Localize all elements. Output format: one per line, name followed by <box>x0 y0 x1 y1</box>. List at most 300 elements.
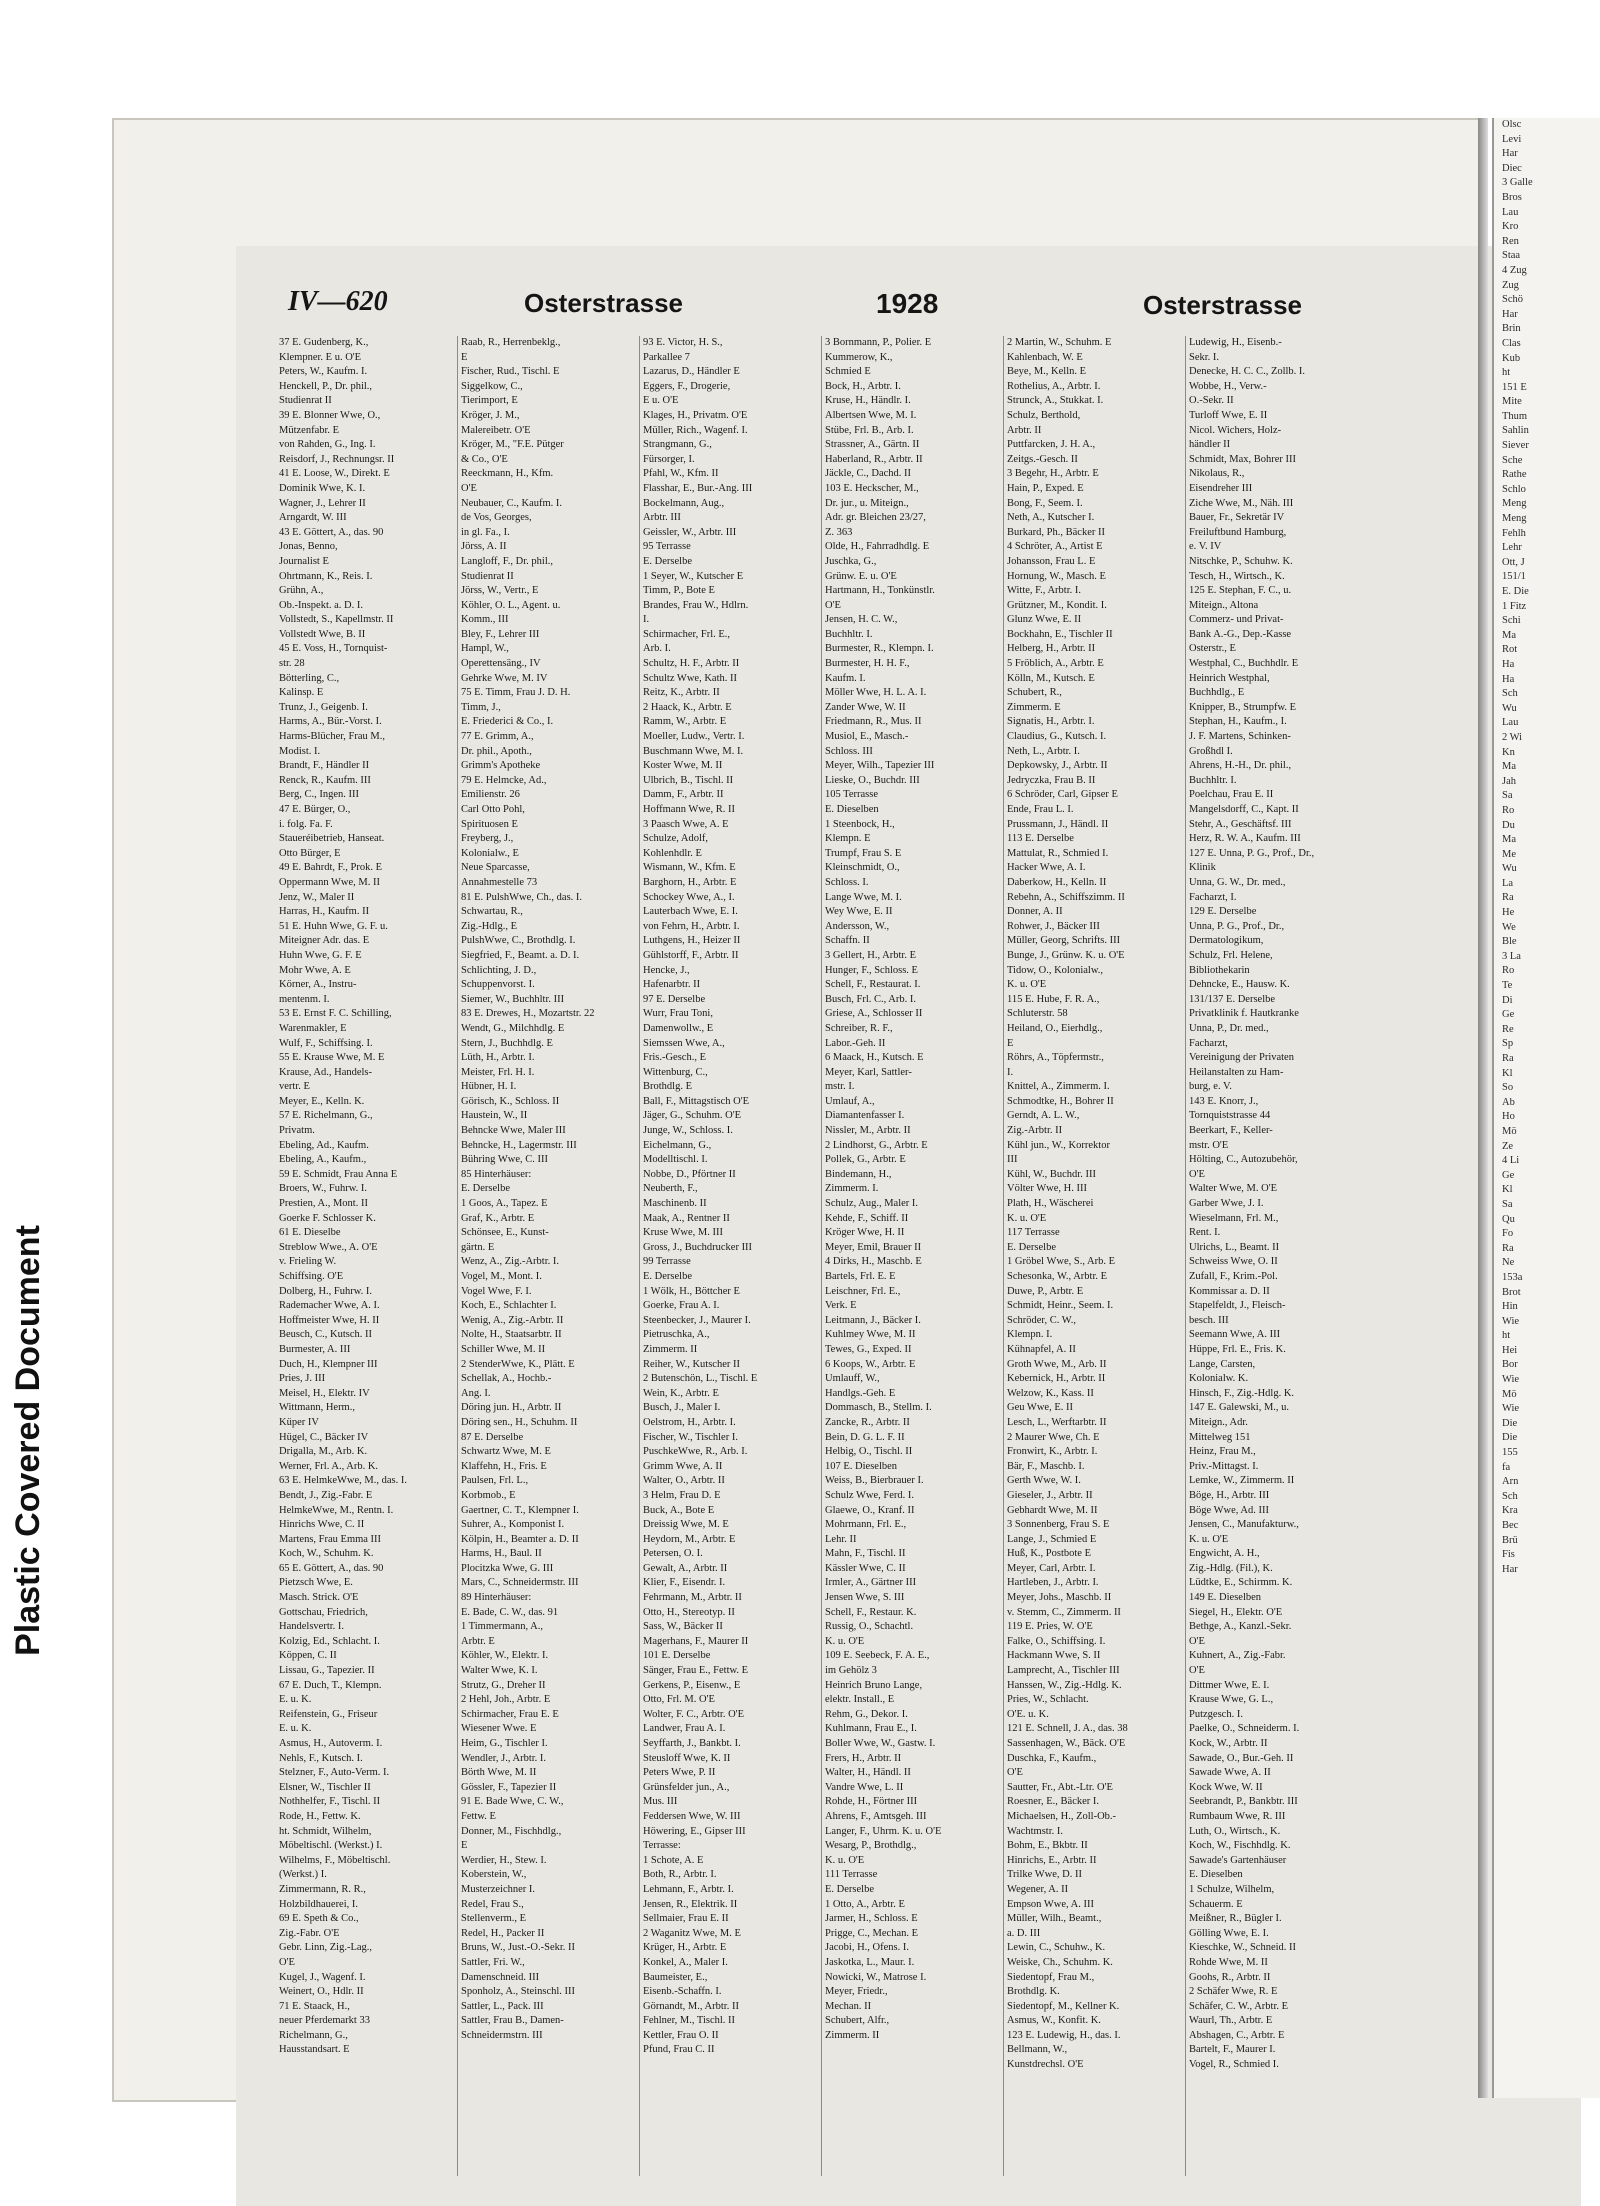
directory-entry: Schesonka, W., Arbtr. E <box>1007 1271 1108 1282</box>
directory-entry: Bötterling, C., <box>279 672 340 684</box>
adjacent-page-fragment: Ha <box>1502 658 1515 670</box>
directory-entry: Seemann Wwe, A. III <box>1189 1329 1281 1341</box>
directory-entry: Kunstdrechsl. O'E <box>1007 2059 1084 2071</box>
adjacent-page-fragment: Brot <box>1502 1286 1521 1298</box>
directory-entry: Hencke, J., <box>643 964 690 976</box>
directory-entry: 1 Schote, A. E <box>643 1854 704 1866</box>
directory-entry: Lamprecht, A., Tischler III <box>1007 1665 1120 1677</box>
directory-entry: Seebrandt, P., Bankbtr. III <box>1189 1796 1298 1808</box>
directory-entry: Fischer, W., Tischler I. <box>643 1431 738 1443</box>
directory-entry: Lüdtke, E., Schirmm. K. <box>1189 1577 1293 1589</box>
directory-entry: Meyer, Karl, Sattler- <box>825 1066 912 1078</box>
directory-entry: Klempn. I. <box>1007 1329 1053 1341</box>
directory-entry: Hunger, F., Schloss. E <box>825 964 918 976</box>
directory-entry: Kröger, M., "F.E. Pütger <box>461 439 564 451</box>
adjacent-page-fragment: Kl <box>1502 1184 1513 1196</box>
directory-entry: Dermatologikum, <box>1189 935 1264 947</box>
directory-entry: Magerhans, F., Maurer II <box>643 1635 749 1647</box>
directory-entry: 97 E. Derselbe <box>643 993 706 1005</box>
directory-entry: Nissler, M., Arbtr. II <box>825 1125 911 1137</box>
directory-entry: Sellmaier, Frau E. II <box>643 1913 729 1925</box>
year-heading: 1928 <box>876 288 939 319</box>
directory-entry: Goohs, R., Arbtr. II <box>1189 1971 1271 1983</box>
directory-entry: Beye, M., Kelln. E <box>1007 366 1087 378</box>
adjacent-page-fragment: Sp <box>1502 1038 1514 1050</box>
adjacent-page-fragment: So <box>1502 1082 1514 1094</box>
adjacent-page-fragment: fa <box>1502 1461 1511 1473</box>
directory-entry: 99 Terrasse <box>643 1256 691 1268</box>
directory-entry: Heinrich Westphal, <box>1189 672 1270 684</box>
adjacent-page-fragment: Wu <box>1502 702 1517 714</box>
directory-entry: Schluterstr. 58 <box>1007 1008 1068 1020</box>
directory-entry: Bong, F., Seem. I. <box>1007 497 1083 509</box>
directory-entry: 61 E. Dieselbe <box>279 1227 341 1239</box>
directory-entry: Burmester, R., Klempn. I. <box>825 643 934 655</box>
directory-entry: Stellenverm., E <box>461 1913 527 1925</box>
directory-entry: Plath, H., Wäscherei <box>1007 1198 1094 1210</box>
directory-entry: Johansson, Frau L. E <box>1007 555 1096 567</box>
directory-entry: Schneidermstrn. III <box>461 2029 543 2041</box>
directory-entry: Siegfried, F., Beamt. a. D. I. <box>461 949 580 961</box>
directory-entry: Facharzt, <box>1189 1037 1228 1049</box>
directory-entry: Walter Wwe, K. I. <box>461 1665 538 1677</box>
directory-entry: I. <box>643 614 650 626</box>
directory-entry: Both, R., Arbtr. I. <box>643 1869 717 1881</box>
directory-entry: Lange, Carsten, <box>1189 1358 1256 1370</box>
directory-entry: Depkowsky, J., Arbtr. II <box>1007 760 1108 772</box>
directory-entry: Hampl, W., <box>461 643 509 655</box>
directory-entry: Trunz, J., Geigenb. I. <box>279 701 368 713</box>
adjacent-page-fragment: Sch <box>1502 1490 1518 1502</box>
directory-entry: Schell, F., Restaur. K. <box>825 1606 917 1618</box>
directory-entry: Tornquiststrasse 44 <box>1189 1110 1271 1122</box>
directory-entry: Duwe, P., Arbtr. E <box>1007 1285 1084 1297</box>
directory-entry: 85 Hinterhäuser: <box>461 1168 532 1180</box>
directory-entry: Werner, Frl. A., Arb. K. <box>279 1460 379 1472</box>
directory-entry: Schultz Wwe, Kath. II <box>643 672 737 684</box>
directory-entry: Gieseler, J., Arbtr. II <box>1007 1489 1093 1501</box>
directory-entry: Arbtr. II <box>1007 424 1042 436</box>
directory-entry: Fris.-Gesch., E <box>643 1052 706 1064</box>
adjacent-page-fragment: He <box>1502 907 1515 919</box>
directory-entry: Pfahl, W., Kfm. II <box>643 468 719 480</box>
adjacent-page-fragment: E. Die <box>1502 586 1529 597</box>
directory-entry: mstr. I. <box>825 1081 855 1093</box>
directory-entry: Eichelmann, G., <box>643 1139 712 1151</box>
directory-entry: Unna, G. W., Dr. med., <box>1189 876 1286 888</box>
directory-entry: Wenig, A., Zig.-Arbtr. II <box>461 1314 564 1326</box>
directory-entry: Hartleben, J., Arbtr. I. <box>1007 1577 1099 1589</box>
directory-entry: Nothhelfer, F., Tischl. II <box>279 1796 381 1808</box>
adjacent-page-fragment: Brü <box>1502 1534 1518 1546</box>
directory-column <box>640 336 822 2176</box>
directory-entry: Unna, P. G., Prof., Dr., <box>1189 920 1285 932</box>
directory-entry: Denecke, H. C. C., Zollb. I. <box>1189 366 1306 378</box>
directory-entry: Zig.-Arbtr. II <box>1007 1125 1063 1137</box>
directory-entry: 6 Maack, H., Kutsch. E <box>825 1052 924 1064</box>
directory-entry: Hinrichs Wwe, C. II <box>279 1519 365 1531</box>
directory-entry: Operettensäng., IV <box>461 658 541 670</box>
directory-entry: Malereibetr. O'E <box>461 424 531 436</box>
directory-entry: Mus. III <box>643 1796 678 1808</box>
directory-entry: Buchhltr. I. <box>1189 774 1237 786</box>
directory-entry: Bethge, A., Kanzl.-Sekr. <box>1189 1621 1292 1633</box>
directory-entry: Krause, Ad., Handels- <box>279 1066 373 1078</box>
directory-entry: Redel, Frau S., <box>461 1898 524 1910</box>
directory-entry: 1 Otto, A., Arbtr. E <box>825 1898 905 1910</box>
directory-entry: Heinz, Frau M., <box>1189 1446 1256 1458</box>
directory-entry: Strutz, G., Dreher II <box>461 1679 546 1691</box>
directory-entry: Weiske, Ch., Schuhm. K. <box>1007 1956 1113 1968</box>
directory-entry: Lauterbach Wwe, E. I. <box>643 906 738 918</box>
directory-entry: K. u. O'E <box>825 1635 865 1647</box>
adjacent-page-fragment: Hei <box>1502 1344 1518 1356</box>
directory-entry: Neubauer, C., Kaufm. I. <box>461 497 563 509</box>
directory-entry: Wachtmstr. I. <box>1007 1825 1064 1837</box>
directory-entry: Koster Wwe, M. II <box>643 760 723 772</box>
adjacent-page-fragment: Bros <box>1502 191 1522 203</box>
directory-entry: Feddersen Wwe, W. III <box>643 1810 741 1822</box>
directory-entry: 2 Maurer Wwe, Ch. E <box>1007 1431 1100 1443</box>
directory-entry: Schulz Wwe, Ferd. I. <box>825 1489 915 1501</box>
directory-entry: Trumpf, Frau S. E <box>825 847 902 859</box>
directory-entry: Sawade Wwe, A. II <box>1189 1767 1271 1779</box>
directory-entry: 2 Butenschön, L., Tischl. E <box>643 1373 758 1385</box>
directory-entry: Zancke, R., Arbtr. II <box>825 1416 910 1428</box>
directory-entry: 41 E. Loose, W., Direkt. E <box>279 468 390 480</box>
directory-entry: Huhn Wwe, G. F. E <box>279 949 362 961</box>
directory-entry: Puttfarcken, J. H. A., <box>1007 439 1096 451</box>
directory-entry: K. u. O'E <box>1007 1212 1047 1224</box>
directory-entry: Krause Wwe, G. L., <box>1189 1694 1274 1706</box>
directory-entry: Stapelfeldt, J., Fleisch- <box>1189 1300 1286 1312</box>
directory-entry: 89 Hinterhäuser: <box>461 1592 532 1604</box>
directory-entry: Mohr Wwe, A. E <box>279 964 351 976</box>
directory-entry: Kruse Wwe, M. III <box>643 1227 723 1239</box>
directory-entry: elektr. Install., E <box>825 1694 895 1706</box>
adjacent-page-fragment: Re <box>1502 1023 1514 1035</box>
directory-entry: Grimm Wwe, A. II <box>643 1460 723 1472</box>
directory-entry: 63 E. HelmkeWwe, M., das. I. <box>279 1475 408 1487</box>
directory-entry: Vogel Wwe, F. I. <box>461 1285 532 1297</box>
directory-entry: Schmidt, Heinr., Seem. I. <box>1007 1300 1114 1312</box>
directory-entry: Nitschke, P., Schuhw. K. <box>1189 555 1293 567</box>
directory-entry: Meyer, Carl, Arbtr. I. <box>1007 1562 1096 1574</box>
directory-entry: Terrasse: <box>643 1840 681 1852</box>
directory-entry: Zimmerm. II <box>825 2029 880 2041</box>
directory-entry: Komm., III <box>461 614 509 626</box>
directory-entry: Hausstandsart. E <box>279 2044 350 2056</box>
directory-entry: 83 E. Drewes, H., Mozartstr. 22 <box>461 1008 595 1020</box>
directory-entry: Mars, C., Schneidermstr. III <box>461 1577 579 1589</box>
directory-entry: Handlgs.-Geh. E <box>825 1387 896 1399</box>
directory-entry: 3 Gellert, H., Arbtr. E <box>825 949 916 961</box>
directory-entry: in gl. Fa., I. <box>461 526 510 538</box>
adjacent-page-fragment: Ra <box>1502 1053 1514 1064</box>
directory-entry: Kleinschmidt, O., <box>825 862 900 874</box>
directory-entry: Seyffarth, J., Bankbt. I. <box>643 1738 741 1749</box>
directory-entry: 2 Martin, W., Schuhm. E <box>1007 337 1112 348</box>
directory-entry: vertr. E <box>279 1081 310 1093</box>
directory-entry: Reeckmann, H., Kfm. <box>461 468 554 480</box>
directory-entry: Diamantenfasser I. <box>825 1110 905 1122</box>
directory-entry: Ulrichs, L., Beamt. II <box>1189 1241 1280 1253</box>
directory-entry: Claudius, G., Kutsch. I. <box>1007 731 1107 743</box>
directory-entry: Kruse, H., Händlr. I. <box>825 395 911 407</box>
directory-entry: Frers, H., Arbtr. II <box>825 1752 902 1764</box>
directory-entry: Schirmacher, Frau E. E <box>461 1708 559 1720</box>
directory-entry: Küper IV <box>279 1416 319 1428</box>
directory-entry: Prestien, A., Mont. II <box>279 1198 368 1210</box>
directory-entry: Signatis, H., Arbtr. I. <box>1007 716 1095 728</box>
directory-entry: Barghorn, H., Arbtr. E <box>643 876 737 888</box>
next-page-strip <box>1492 118 1600 2098</box>
directory-entry: Irmler, A., Gärtner III <box>825 1577 917 1589</box>
directory-entry: 107 E. Dieselben <box>825 1460 898 1472</box>
directory-entry: Fehrmann, M., Arbtr. II <box>643 1592 742 1604</box>
directory-entry: Meyer, Wilh., Tapezier III <box>825 760 935 772</box>
directory-entry: Parkallee 7 <box>643 351 690 363</box>
directory-entry: Möbeltischl. (Werkst.) I. <box>279 1840 383 1852</box>
directory-entry: Wolter, F. C., Arbtr. O'E <box>643 1708 744 1720</box>
directory-entry: Zander Wwe, W. II <box>825 701 906 713</box>
directory-entry: v. Frieling W. <box>279 1256 337 1268</box>
directory-entry: Wilhelms, F., Möbeltischl. <box>279 1854 391 1866</box>
directory-entry: Gewalt, A., Arbtr. II <box>643 1562 728 1574</box>
adjacent-page-fragment: Kra <box>1502 1505 1518 1517</box>
directory-entry: Lissau, G., Tapezier. II <box>279 1665 375 1677</box>
directory-entry: Dehncke, E., Hausw. K. <box>1189 979 1290 991</box>
directory-entry: Harms, H., Baul. II <box>461 1548 542 1560</box>
directory-entry: Schröder, C. W., <box>1007 1314 1076 1326</box>
directory-entry: Boller Wwe, W., Gastw. I. <box>825 1738 936 1749</box>
directory-entry: O'E <box>1189 1635 1205 1647</box>
directory-entry: Carl Otto Pohl, <box>461 804 525 815</box>
page-header <box>236 282 1581 332</box>
directory-entry: Wegener, A. II <box>1007 1883 1069 1895</box>
directory-entry: Großhdl I. <box>1189 745 1233 757</box>
directory-entry: Duch, H., Klempner III <box>279 1358 378 1370</box>
directory-entry: Mahn, F., Tischl. II <box>825 1548 906 1560</box>
directory-entry: Schloss. III <box>825 745 873 757</box>
directory-entry: 4 Dirks, H., Maschb. E <box>825 1256 922 1268</box>
directory-entry: Kölpin, H., Beamter a. D. II <box>461 1533 579 1545</box>
directory-entry: Bindemann, H., <box>825 1168 892 1180</box>
directory-entry: Hölting, C., Autozubehör, <box>1189 1154 1298 1166</box>
directory-entry: Ahrens, F., Amtsgeh. III <box>825 1810 927 1822</box>
directory-entry: 2 Lindhorst, G., Arbtr. E <box>825 1139 928 1151</box>
directory-entry: Bockelmann, Aug., <box>643 497 725 509</box>
directory-entry: E. Friederici & Co., I. <box>461 716 554 728</box>
directory-entry: 4 Schröter, A., Artist E <box>1007 541 1103 553</box>
directory-entry: Sänger, Frau E., Fettw. E <box>643 1665 749 1677</box>
directory-entry: Martens, Frau Emma III <box>279 1533 382 1545</box>
adjacent-page-fragment: Ma <box>1502 834 1516 846</box>
directory-entry: Ob.-Inspekt. a. D. I. <box>279 599 363 611</box>
directory-entry: Nehls, F., Kutsch. I. <box>279 1752 363 1764</box>
directory-entry: Leitmann, J., Bäcker I. <box>825 1314 921 1326</box>
directory-entry: Miteign., Altona <box>1189 599 1259 611</box>
directory-entry: E <box>461 351 468 363</box>
directory-entry: Damenschneid. III <box>461 1971 540 1983</box>
directory-entry: Russig, O., Schachtl. <box>825 1621 914 1633</box>
directory-entry: E. Derselbe <box>643 555 692 567</box>
adjacent-page-fragment: Ra <box>1502 892 1514 904</box>
directory-entry: Rehm, G., Dekor. I. <box>825 1708 908 1720</box>
directory-entry: Helberg, H., Arbtr. II <box>1007 643 1096 655</box>
adjacent-page-fragment: Meng <box>1502 498 1527 510</box>
directory-entry: Strunck, A., Stukkat. I. <box>1007 395 1104 407</box>
directory-entry: I. <box>1007 1066 1014 1078</box>
directory-entry: Kehde, F., Schiff. II <box>825 1212 909 1224</box>
directory-entry: E <box>1007 1037 1014 1049</box>
directory-entry: Siedentopf, Frau M., <box>1007 1971 1095 1983</box>
adjacent-page-fragment: Jah <box>1502 775 1516 787</box>
directory-entry: E. Derselbe <box>461 1183 510 1195</box>
directory-entry: 121 E. Schnell, J. A., das. 38 <box>1007 1723 1128 1735</box>
directory-entry: 45 E. Voss, H., Tornquist- <box>279 643 388 655</box>
directory-entry: Wurr, Frau Toni, <box>643 1008 713 1020</box>
directory-entry: Kühl jun., W., Korrektor <box>1007 1139 1110 1151</box>
directory-entry: Kommissar a. D. II <box>1189 1285 1270 1297</box>
directory-entry: Schweiss Wwe, O. II <box>1189 1256 1278 1268</box>
directory-entry: Knipper, B., Strumpfw. E <box>1189 701 1297 713</box>
directory-entry: Burmester, H. H. F., <box>825 658 910 670</box>
directory-entry: Schwartz Wwe, M. E <box>461 1446 551 1458</box>
directory-entry: Waurl, Th., Arbtr. E <box>1189 2015 1273 2027</box>
directory-entry: Schloss. I. <box>825 876 869 888</box>
directory-entry: Facharzt, I. <box>1189 891 1237 903</box>
directory-entry: 57 E. Richelmann, G., <box>279 1110 373 1122</box>
directory-entry: Haberland, R., Arbtr. II <box>825 453 923 465</box>
directory-entry: Zeitgs.-Gesch. II <box>1007 453 1078 465</box>
directory-entry: Strassner, A., Gärtn. II <box>825 439 920 451</box>
adjacent-page-fragment: Rot <box>1502 644 1518 656</box>
directory-entry: Gehrke Wwe, M. IV <box>461 672 548 684</box>
directory-entry: Lesch, L., Werftarbtr. II <box>1007 1416 1107 1428</box>
directory-entry: 115 E. Hube, F. R. A., <box>1007 993 1100 1005</box>
directory-entry: Drigalla, M., Arb. K. <box>279 1446 368 1458</box>
directory-entry: Mittelweg 151 <box>1189 1431 1251 1443</box>
directory-entry: Hübner, H. I. <box>461 1081 517 1093</box>
directory-entry: Zig.-Fabr. O'E <box>279 1927 340 1939</box>
directory-entry: Sekr. I. <box>1189 351 1220 363</box>
adjacent-page-fragment: Sch <box>1502 688 1518 700</box>
directory-entry: Goerke F. Schlosser K. <box>279 1212 376 1224</box>
directory-entry: Gebr. Linn, Zig.-Lag., <box>279 1942 373 1954</box>
directory-entry: Langer, F., Uhrm. K. u. O'E <box>825 1825 942 1837</box>
adjacent-page-fragment: Sahlin <box>1502 425 1529 437</box>
directory-entry: Flasshar, E., Bur.-Ang. III <box>643 482 753 494</box>
directory-entry: Gerkens, P., Eisenw., E <box>643 1679 741 1691</box>
directory-entry: 1 Steenbock, H., <box>825 818 895 830</box>
directory-entry: Völter Wwe, H. III <box>1007 1183 1087 1195</box>
directory-entry: Griese, A., Schlosser II <box>825 1008 923 1020</box>
directory-entry: Schwartau, R., <box>461 906 523 918</box>
directory-entry: Weinert, O., Hdlr. II <box>279 1986 364 1998</box>
adjacent-page-fragment: Ge <box>1502 1009 1515 1021</box>
directory-entry: 1 Seyer, W., Kutscher E <box>643 570 744 582</box>
directory-entry: Köhler, O. L., Agent. u. <box>461 599 561 611</box>
adjacent-page-fragment: Fo <box>1502 1228 1514 1240</box>
directory-entry: 81 E. PulshWwe, Ch., das. I. <box>461 891 583 903</box>
directory-entry: Mangelsdorff, C., Kapt. II <box>1189 804 1299 815</box>
directory-entry: Koch, W., Fischhdlg. K. <box>1189 1840 1291 1852</box>
adjacent-page-fragment: Sche <box>1502 454 1523 466</box>
directory-entry: Trilke Wwe, D. II <box>1007 1869 1082 1881</box>
directory-entry: Arngardt, W. III <box>279 512 347 524</box>
directory-entry: Duschka, F., Kaufm., <box>1007 1752 1097 1764</box>
directory-entry: Böge, H., Arbtr. III <box>1189 1489 1270 1501</box>
directory-entry: Peters Wwe, P. II <box>643 1767 716 1779</box>
directory-entry: burg, e. V. <box>1189 1081 1232 1093</box>
directory-entry: O'E <box>1189 1168 1205 1180</box>
directory-entry: Holzbildhauerei, I. <box>279 1898 359 1910</box>
directory-entry: 87 E. Derselbe <box>461 1431 524 1443</box>
adjacent-page-fragment: Wie <box>1502 1374 1520 1386</box>
adjacent-page-fragment: Staa <box>1502 250 1521 262</box>
directory-entry: 1 Timmermann, A., <box>461 1621 543 1633</box>
directory-entry: 49 E. Bahrdt, F., Prok. E <box>279 862 382 874</box>
directory-entry: Siggelkow, C., <box>461 380 523 392</box>
directory-entry: Brandes, Frau W., Hdlrn. <box>643 599 749 611</box>
directory-entry: Lehmann, F., Arbtr. I. <box>643 1883 734 1895</box>
adjacent-page-fragment: Ge <box>1502 1169 1515 1181</box>
adjacent-page-fragment: Olsc <box>1502 119 1522 130</box>
directory-entry: Lieske, O., Buchdr. III <box>825 774 920 786</box>
directory-entry: Fronwirt, K., Arbtr. I. <box>1007 1446 1098 1458</box>
directory-entry: Journalist E <box>279 555 329 567</box>
directory-entry: Kohlenhdlr. E <box>643 847 702 859</box>
adjacent-page-fragment: Mö <box>1502 1125 1517 1137</box>
adjacent-page-fragment: Ren <box>1502 235 1519 247</box>
directory-entry: Jäckle, C., Dachd. II <box>825 468 912 480</box>
directory-entry: Schmidt, Max, Bohrer III <box>1189 453 1297 465</box>
directory-entry: Bein, D. G. L. F. II <box>825 1431 905 1443</box>
directory-entry: Welzow, K., Kass. II <box>1007 1387 1094 1399</box>
directory-entry: Eisenb.-Schaffn. I. <box>643 1986 722 1998</box>
directory-entry: Lüth, H., Arbtr. I. <box>461 1052 535 1064</box>
directory-entry: Ziche Wwe, M., Näh. III <box>1189 497 1294 509</box>
directory-entry: Kröger Wwe, H. II <box>825 1227 905 1239</box>
directory-entry: Zimmerm. II <box>643 1343 698 1355</box>
directory-entry: Sponholz, A., Steinschl. III <box>461 1986 576 1998</box>
directory-entry: Lange, J., Schmied E <box>1007 1533 1097 1545</box>
scanned-page-frame <box>112 118 1481 2102</box>
directory-entry: Bohm, E., Bkbtr. II <box>1007 1840 1088 1852</box>
directory-entry: Graf, K., Arbtr. E <box>461 1212 535 1224</box>
directory-entry: Putzgesch. I. <box>1189 1708 1243 1720</box>
directory-entry: Kolzig, Ed., Schlacht. I. <box>279 1635 380 1647</box>
directory-entry: Dr. phil., Apoth., <box>461 745 532 757</box>
directory-entry: Zimmermann, R. R., <box>279 1883 366 1895</box>
directory-entry: Lange Wwe, M. I. <box>825 891 902 903</box>
directory-entry: Landwer, Frau A. I. <box>643 1723 726 1735</box>
directory-column <box>1004 336 1186 2176</box>
directory-entry: von Rahden, G., Ing. I. <box>279 439 376 451</box>
directory-entry: Grimm's Apotheke <box>461 760 541 772</box>
directory-entry: Nowicki, W., Matrose I. <box>825 1971 927 1983</box>
directory-entry: Renck, R., Kaufm. III <box>279 774 371 786</box>
adjacent-page-fragment: Ho <box>1502 1111 1515 1123</box>
directory-entry: 101 E. Derselbe <box>643 1650 711 1662</box>
directory-entry: Lazarus, D., Händler E <box>643 366 740 378</box>
adjacent-page-fragment: Ze <box>1502 1140 1514 1152</box>
directory-entry: 6 Koops, W., Arbtr. E <box>825 1358 916 1370</box>
directory-entry: Kalinsp. E <box>279 687 324 699</box>
directory-entry: 47 E. Bürger, O., <box>279 804 351 815</box>
directory-entry: Nolte, H., Staatsarbtr. II <box>461 1329 562 1341</box>
